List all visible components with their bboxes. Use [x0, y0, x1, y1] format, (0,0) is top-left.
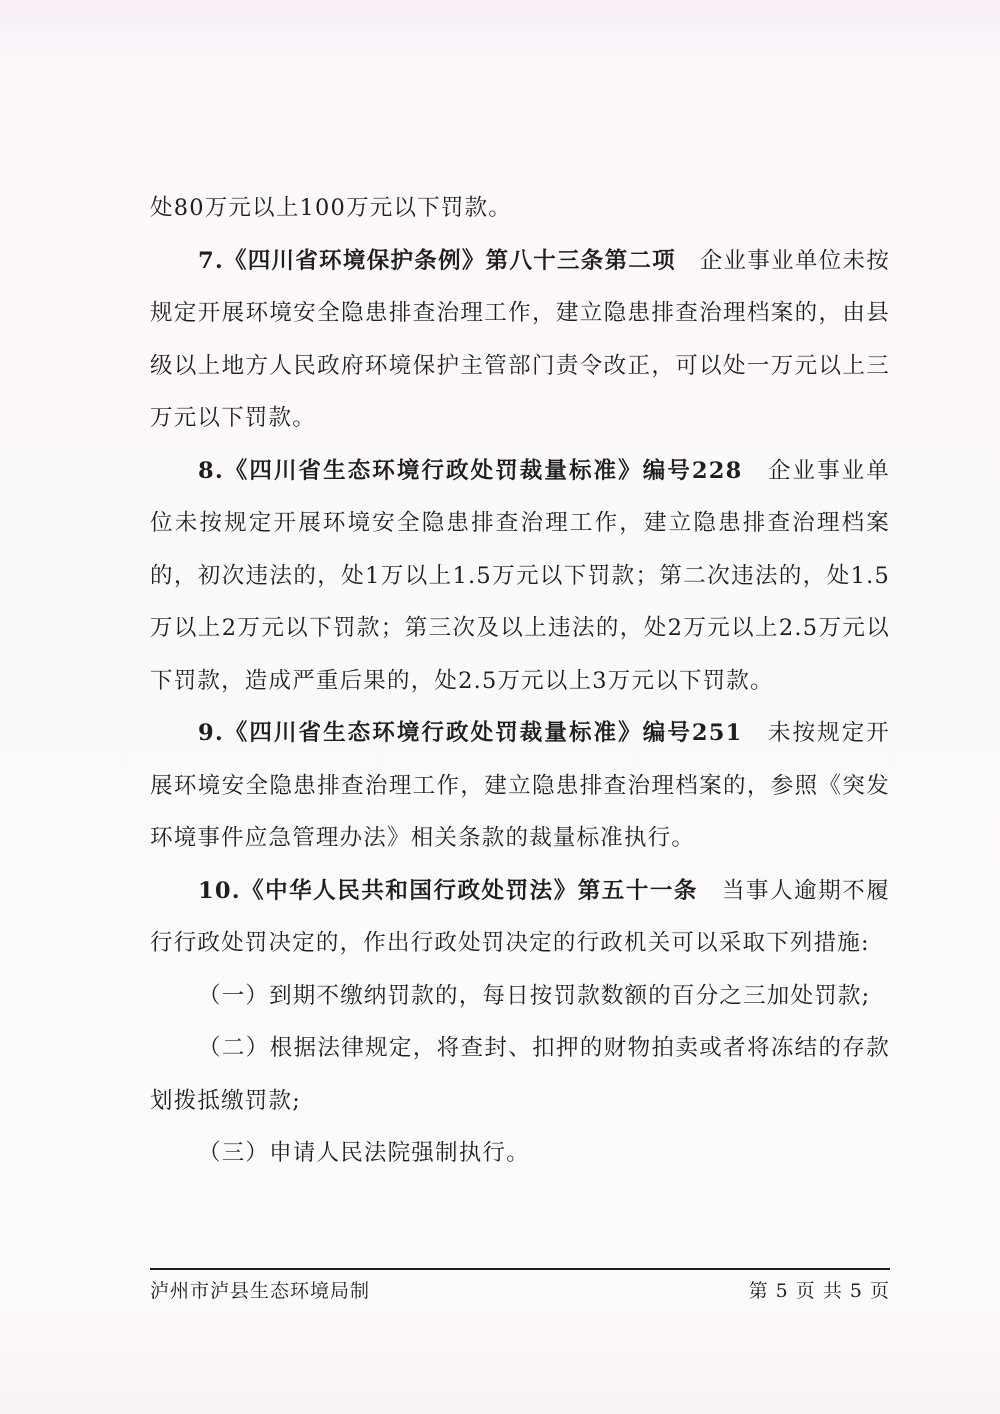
footer-divider: [150, 1268, 890, 1270]
paragraph-item-10: [150, 865, 890, 970]
document-body: [150, 182, 890, 1180]
paragraph-text: 企业事业单位未按规定开展环境安全隐患排查治理工作，建立隐患排查治理档案的，初次违法的，处1万以上1.5万元以下罚款；第二次违法的，处1.5万以上2万元以下罚款；第三次及以上违法的，处2万元以上2.5万元以下罚款，造成严重后果的，处2.5万元以上3万元以下罚款。: [150, 457, 890, 694]
paragraph-lead: 7.《四川省环境保护条例》第八十三条第二项: [198, 247, 676, 274]
paragraph-item-8: [150, 445, 890, 708]
paragraph-lead: 8.《四川省生态环境行政处罚裁量标准》编号228: [198, 457, 743, 484]
paragraph-item-9: [150, 707, 890, 865]
paragraph-text: 当事人逾期不履行行政处罚决定的，作出行政处罚决定的行政机关可以采取下列措施:: [150, 877, 890, 956]
footer-page-number: 第 5 页 共 5 页: [748, 1280, 890, 1302]
paragraph-continuation: [150, 182, 890, 235]
paragraph-text: （三）申请人民法院强制执行。: [198, 1140, 530, 1166]
paragraph-text: 企业事业单位未按规定开展环境安全隐患排查治理工作，建立隐患排查治理档案的，由县级以上地方人民政府环境保护主管部门责令改正，可以处一万元以上三万元以下罚款。: [150, 247, 890, 431]
paragraph-lead: 10.《中华人民共和国行政处罚法》第五十一条: [198, 877, 698, 904]
paragraph-lead: 9.《四川省生态环境行政处罚裁量标准》编号251: [198, 720, 743, 746]
measure-item-2: [150, 1022, 890, 1127]
measure-item-1: [150, 970, 890, 1023]
footer-issuer: 泸州市泸县生态环境局制: [150, 1280, 371, 1302]
paragraph-text: （一）到期不缴纳罚款的，每日按罚款数额的百分之三加处罚款;: [198, 982, 871, 1009]
paragraph-item-7: [150, 235, 890, 445]
paragraph-text: （二）根据法律规定，将查封、扣押的财物拍卖或者将冻结的存款划拨抵缴罚款;: [150, 1035, 890, 1114]
paragraph-text: 处80万元以上100万元以下罚款。: [150, 195, 512, 221]
paragraph-text: 未按规定开展环境安全隐患排查治理工作，建立隐患排查治理档案的，参照《突发环境事件应急管理办法》相关条款的裁量标准执行。: [150, 720, 890, 851]
measure-item-3: [150, 1127, 890, 1180]
